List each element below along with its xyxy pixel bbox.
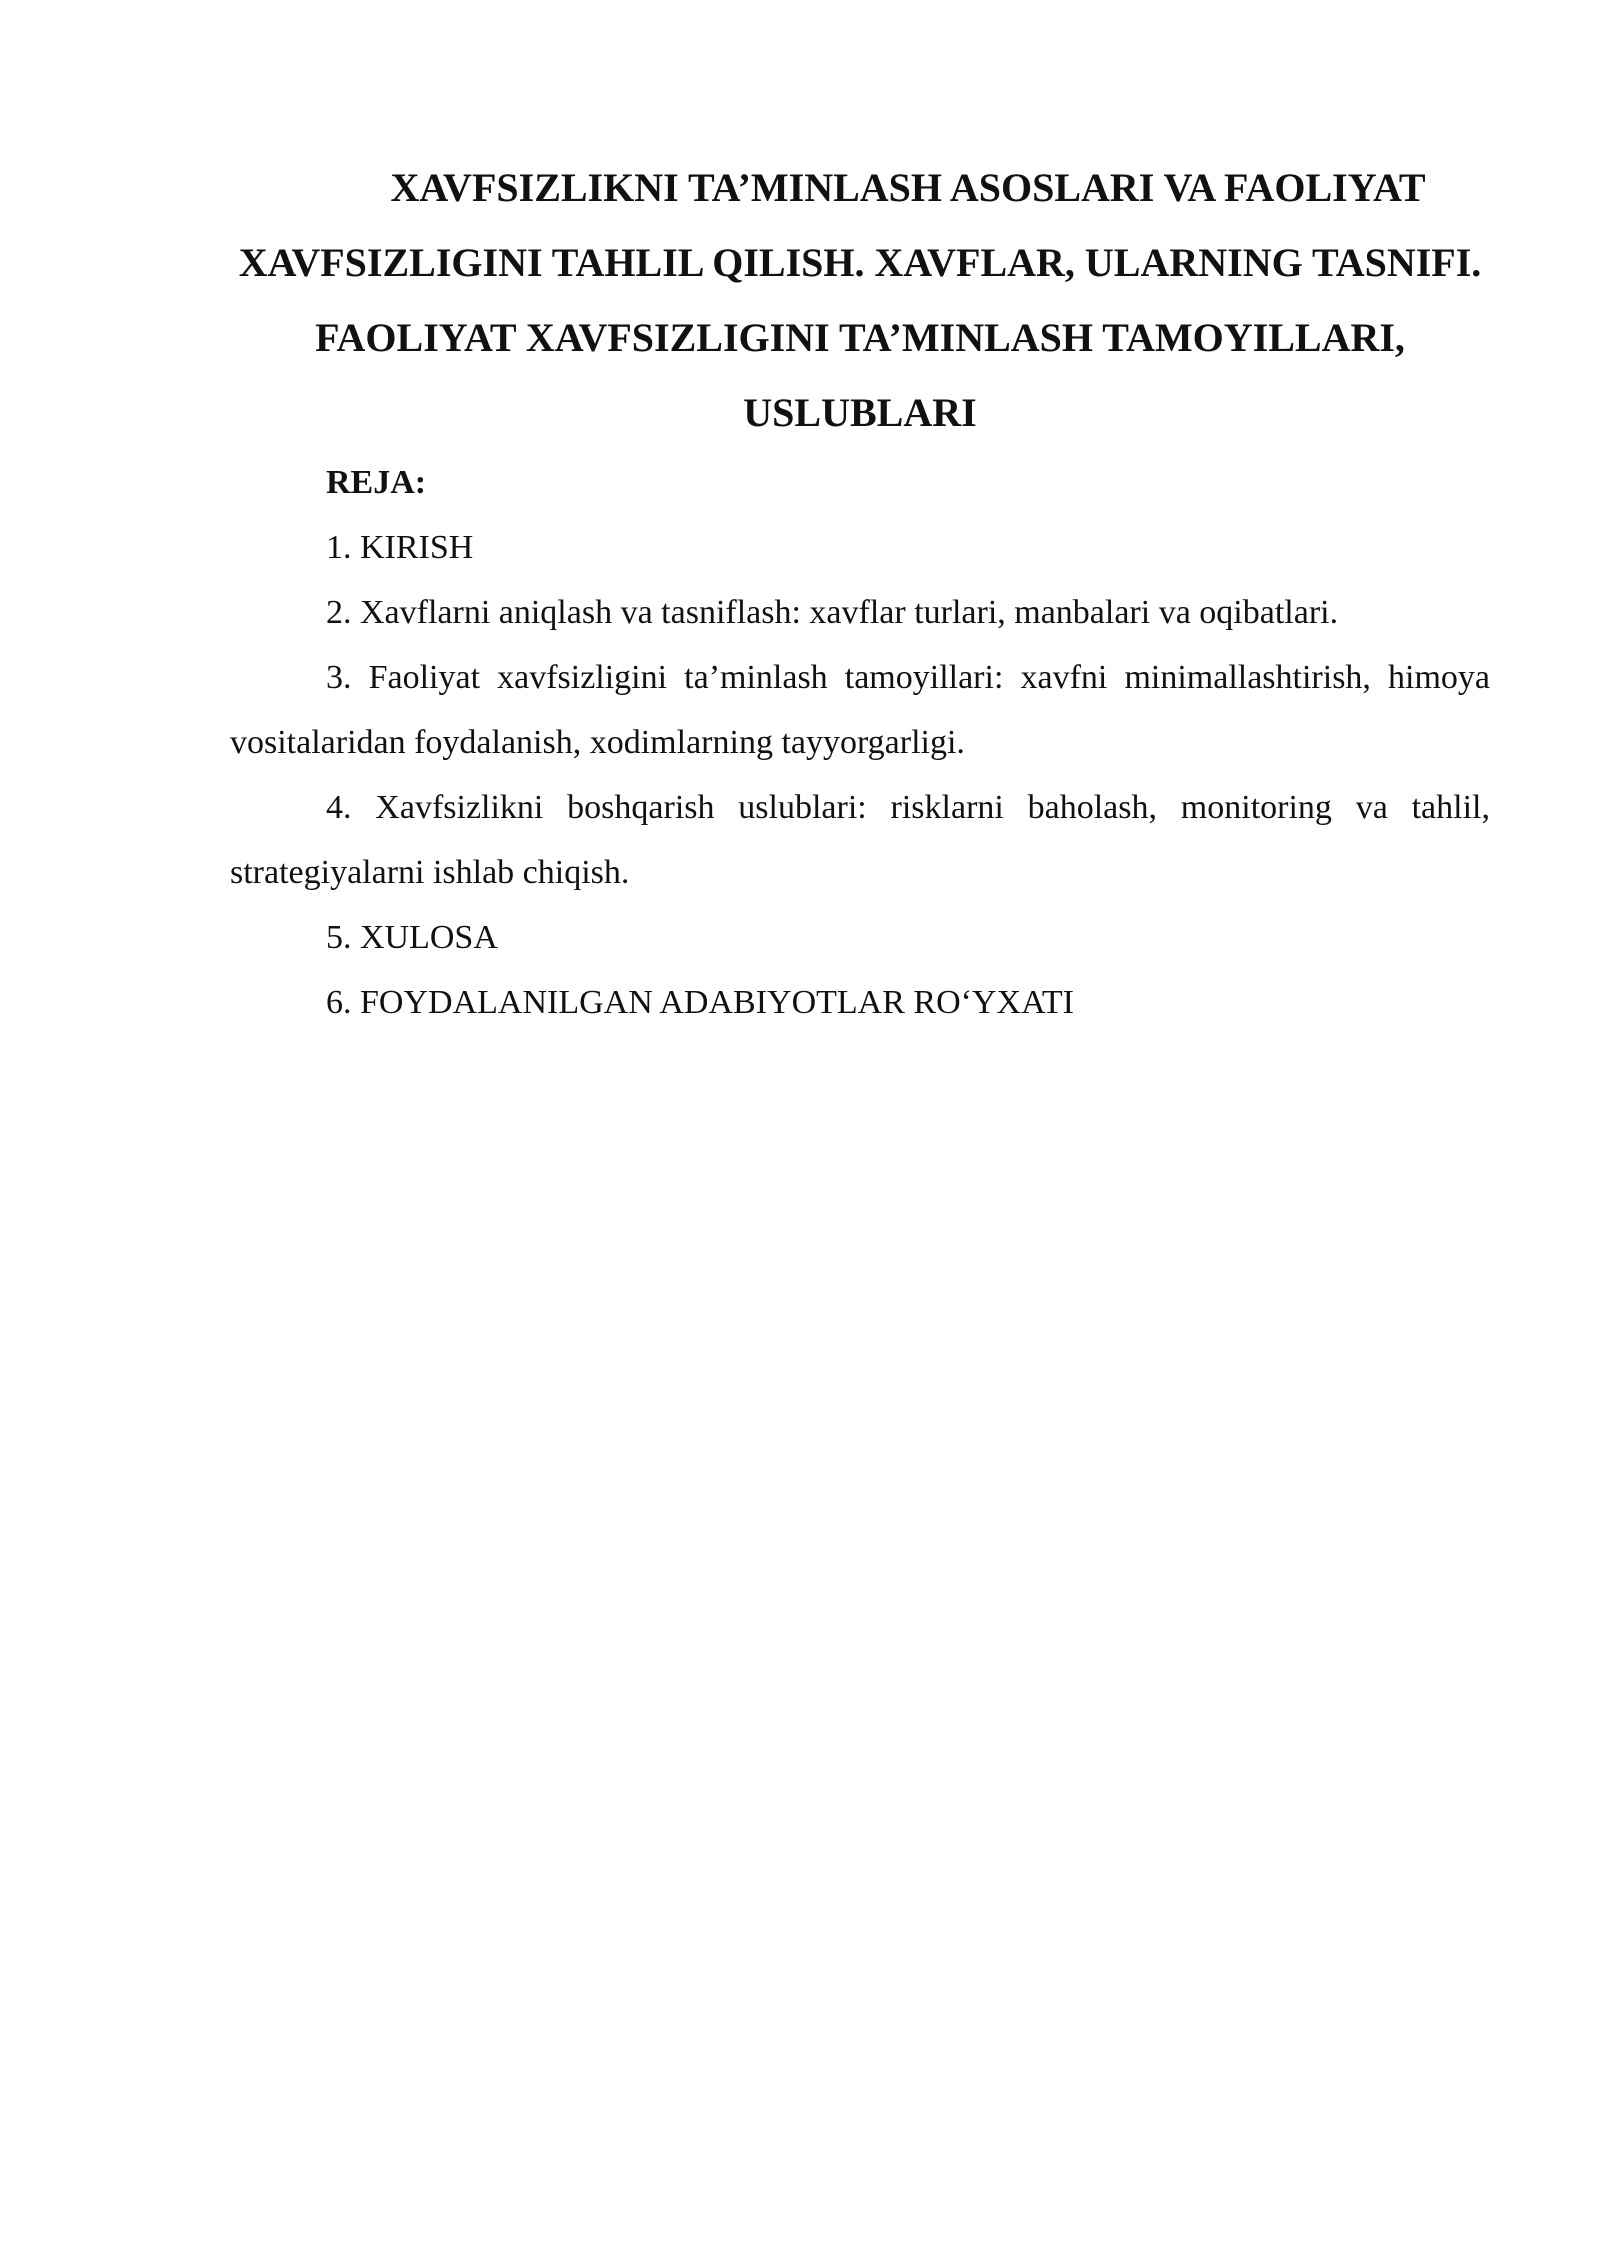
- document-title: XAVFSIZLIKNI TA’MINLASH ASOSLARI VA FAOLIYAT XAVFSIZLIGINI TAHLIL QILISH. XAVFLAR, ULARNING TASNIFI. FAOLIYAT XAVFSIZLIGINI TA’MINLASH TAMOYILLARI, USLUBLARI: [238, 165, 1482, 435]
- plan-item: 4. Xavfsizlikni boshqarish uslublari: risklarni baholash, monitoring va tahlil, strategiyalarni ishlab chiqish.: [230, 789, 1490, 891]
- plan-item: 2. Xavflarni aniqlash va tasniflash: xavflar turlari, manbalari va oqibatlari.: [326, 594, 1339, 631]
- plan-item: 5. XULOSA: [326, 919, 498, 956]
- plan-item: 3. Faoliyat xavfsizligini ta’minlash tamoyillari: xavfni minimallashtirish, himoya vositalaridan foydalanish, xodimlarning tayyorgarligi.: [230, 659, 1490, 761]
- plan-item: 1. KIRISH: [326, 529, 474, 566]
- plan-heading: REJA:: [326, 464, 427, 501]
- plan-item: 6. FOYDALANILGAN ADABIYOTLAR RO‘YXATI: [326, 984, 1074, 1021]
- document-content: [230, 150, 1490, 1035]
